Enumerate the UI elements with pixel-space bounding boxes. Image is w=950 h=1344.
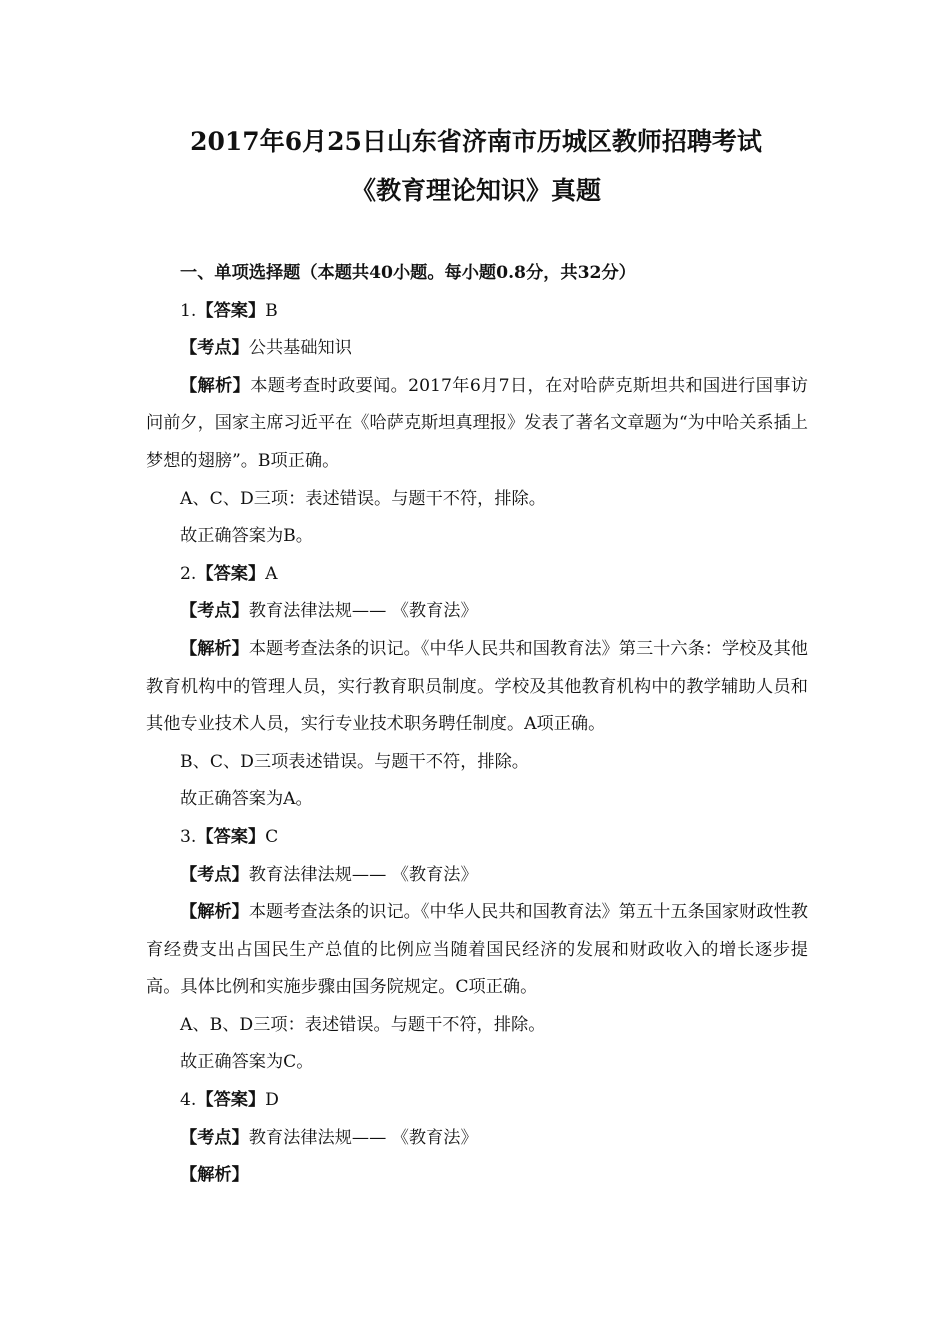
question-2-answer <box>146 556 808 594</box>
answer-tag: 【答案】 <box>196 300 266 321</box>
kaodian-tag: 【考点】 <box>180 864 249 885</box>
question-1-kaodian <box>146 330 808 368</box>
question-3-other-options: A、B、D三项：表述错误。与题干不符，排除。 <box>180 1014 546 1035</box>
answer-tag: 【答案】 <box>196 826 266 847</box>
jiexi-tag: 【解析】 <box>180 375 251 396</box>
kaodian-value: 公共基础知识 <box>248 338 352 359</box>
question-2-conclusion: 故正确答案为A。 <box>180 789 313 810</box>
jiexi-tag: 【解析】 <box>180 1165 249 1186</box>
question-3-conclusion: 故正确答案为C。 <box>180 1052 314 1073</box>
question-1-other-options: A、C、D三项：表述错误。与题干不符，排除。 <box>180 488 546 509</box>
question-2-kaodian <box>146 593 808 631</box>
question-2-other-options: B、C、D三项表述错误。与题干不符，排除。 <box>180 751 529 772</box>
kaodian-tag: 【考点】 <box>180 338 249 359</box>
document-title-line2: 《教育理论知识》真题 <box>350 176 601 205</box>
question-1-answer <box>146 293 808 331</box>
jiexi-text: 本题考查法条的识记。《中华人民共和国教育法》第五十五条国家财政性教育经费支出占国民生产总值的比例应当随着国民经济的发展和财政收入的增长逐步提高。具体比例和实施步骤由国务院规定。C项正确。 <box>146 902 808 998</box>
question-4-kaodian <box>146 1120 808 1158</box>
question-3-kaodian <box>146 857 808 895</box>
question-number: 1. <box>180 300 197 321</box>
answer-value: D <box>265 1090 279 1111</box>
question-2-jiexi <box>146 631 808 744</box>
document-body <box>146 255 808 1195</box>
jiexi-tag: 【解析】 <box>180 638 249 659</box>
question-3-jiexi <box>146 894 808 1007</box>
question-number: 4. <box>180 1090 197 1111</box>
question-3-answer <box>146 819 808 857</box>
jiexi-text: 本题考查时政要闻。2017年6月7日，在对哈萨克斯坦共和国进行国事访问前夕，国家主席习近平在《哈萨克斯坦真理报》发表了著名文章题为“为中哈关系插上梦想的翅膀”。B项正确。 <box>146 375 808 471</box>
document-title-line1: 2017年6月25日山东省济南市历城区教师招聘考试 <box>190 127 762 156</box>
kaodian-value: 教育法律法规—— 《教育法》 <box>248 601 478 622</box>
section-heading: 一、单项选择题（本题共40小题。每小题0.8分，共32分） <box>180 263 636 283</box>
answer-value: A <box>265 563 278 584</box>
answer-value: B <box>265 300 278 321</box>
kaodian-value: 教育法律法规—— 《教育法》 <box>248 1127 478 1148</box>
question-number: 2. <box>180 563 197 584</box>
kaodian-tag: 【考点】 <box>180 1127 249 1148</box>
question-number: 3. <box>180 826 197 847</box>
jiexi-text: 本题考查法条的识记。《中华人民共和国教育法》第三十六条：学校及其他教育机构中的管理人员，实行教育职员制度。学校及其他教育机构中的教学辅助人员和其他专业技术人员，实行专业技术职务聘任制度。A项正确。 <box>146 638 808 735</box>
question-4-jiexi <box>146 1157 808 1195</box>
kaodian-tag: 【考点】 <box>180 601 249 622</box>
answer-value: C <box>265 826 279 847</box>
question-1-jiexi <box>146 368 808 481</box>
question-4-answer <box>146 1082 808 1120</box>
kaodian-value: 教育法律法规—— 《教育法》 <box>248 864 478 885</box>
question-1-conclusion: 故正确答案为B。 <box>180 526 313 547</box>
answer-tag: 【答案】 <box>196 563 266 584</box>
answer-tag: 【答案】 <box>196 1090 266 1111</box>
jiexi-tag: 【解析】 <box>180 902 249 923</box>
